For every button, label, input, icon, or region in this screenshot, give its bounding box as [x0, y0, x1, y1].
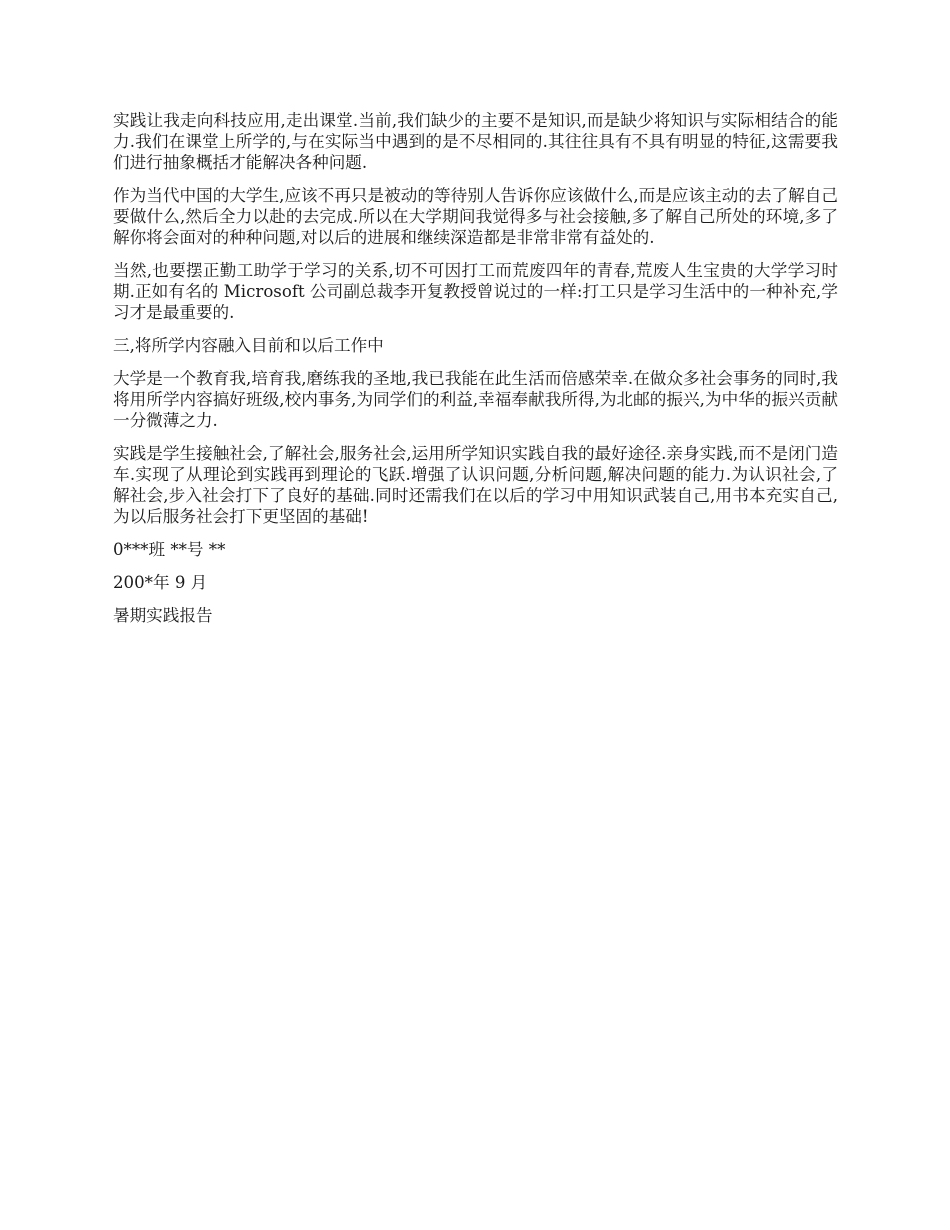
document-body	[113, 110, 838, 638]
author-class-number: 0***班 **号 **	[113, 540, 226, 559]
report-date: 200*年 9 月	[113, 573, 208, 592]
report-title-footer: 暑期实践报告	[113, 606, 213, 625]
paragraph-work-study-balance: 当然,也要摆正勤工助学于学习的关系,切不可因打工而荒废四年的青春,荒废人生宝贵的大学学习时期.正如有名的 Microsoft 公司副总裁李开复教授曾说过的一样:打工只是学习生活中的一种补充,学习才是最重要的.	[113, 261, 838, 322]
paragraph-university-contribution: 大学是一个教育我,培育我,磨练我的圣地,我已我能在此生活而倍感荣幸.在做众多社会事务的同时,我将用所学内容搞好班级,校内事务,为同学们的利益,幸福奉献我所得,为北邮的振兴,为中华的振兴贡献一分微薄之力.	[113, 369, 838, 430]
paragraph-practice-conclusion: 实践是学生接触社会,了解社会,服务社会,运用所学知识实践自我的最好途径.亲身实践,而不是闭门造车.实现了从理论到实践再到理论的飞跃.增强了认识问题,分析问题,解决问题的能力.为认识社会,了解社会,步入社会打下了良好的基础.同时还需我们在以后的学习中用知识武装自己,用书本充实自己,为以后服务社会打下更坚固的基础!	[113, 444, 838, 526]
paragraph-practice-technology: 实践让我走向科技应用,走出课堂.当前,我们缺少的主要不是知识,而是缺少将知识与实际相结合的能力.我们在课堂上所学的,与在实际当中遇到的是不尽相同的.其往往具有不具有明显的特征,这需要我们进行抽象概括才能解决各种问题.	[113, 111, 838, 172]
paragraph-college-student: 作为当代中国的大学生,应该不再只是被动的等待别人告诉你应该做什么,而是应该主动的去了解自己要做什么,然后全力以赴的去完成.所以在大学期间我觉得多与社会接触,多了解自己所处的环境,多了解你将会面对的种种问题,对以后的进展和继续深造都是非常非常有益处的.	[113, 186, 838, 247]
section-heading-three: 三,将所学内容融入目前和以后工作中	[113, 336, 384, 355]
